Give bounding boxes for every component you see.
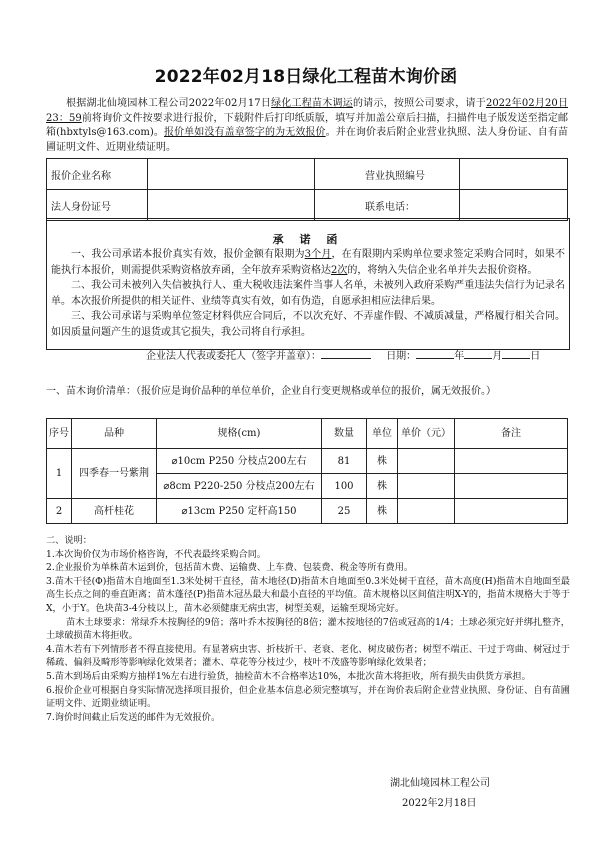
- col-header-remark: 备注: [455, 419, 568, 449]
- validity-period: 3个月: [304, 249, 332, 260]
- row-unit: 株: [367, 449, 398, 474]
- commitment-clause-2: 二、我公司未被列入失信被执行人、重大税收违法案件当事人名单，未被列入政府采购严重违法失信行为记录名单。本次报价所提供的相关证件、业绩等真实有效，如有伪造，自愿承担相应法律后果。: [51, 280, 565, 307]
- row-qty: 100: [322, 474, 367, 499]
- forfeit-times: 2次: [331, 264, 348, 276]
- commitment-clause-3: 三、我公司承诺与采购单位签定材料供应合同后，不以次充好、不弄虚作假、不减质减量，严格履行相关合同。如因质量问题产生的退货或其它损失，我公司将自行承担。: [51, 311, 565, 338]
- table-row: [47, 449, 568, 474]
- row-price-field[interactable]: [398, 499, 455, 524]
- deadline: 2022年02月20日23：59: [46, 98, 569, 124]
- row-qty: 81: [322, 449, 367, 474]
- table-row: [47, 499, 568, 524]
- date-month-field[interactable]: [464, 348, 492, 359]
- col-header-price: 单价（元）: [398, 419, 455, 449]
- row-spec: ⌀13cm P250 定杆高150: [157, 499, 322, 524]
- row-no: 1: [47, 449, 72, 499]
- row-qty: 25: [322, 499, 367, 524]
- row-variety: 四季春一号紫荆: [72, 449, 157, 499]
- inquiry-list-heading: 一、苗木询价清单：（报价应是询价品种的单位单价，企业自行变更规格或单位的报价，属无效报价。）: [46, 386, 496, 397]
- note-2: 2.企业报价为单株苗木运到价，包括苗木费、运输费、上车费、包装费、税金等所有费用。: [46, 562, 414, 574]
- note-4: 4.苗木若有下列情形者不得直接使用。有显著病虫害、折枝折干、老衰、老化、树皮破伤者；树型不端正、干过于弯曲、树冠过于稀疏、偏斜及畸形等影响绿化效果者；灌木、草花等分枝过少，枝叶不茂盛等影响绿化效果者；: [46, 643, 570, 669]
- license-field[interactable]: [460, 159, 568, 190]
- project-name: 绿化工程苗木调运: [271, 98, 353, 109]
- row-remark-field[interactable]: [455, 499, 568, 524]
- phone-label: 联系电话：: [315, 190, 460, 221]
- row-price-field[interactable]: [398, 449, 455, 474]
- row-price-field[interactable]: [398, 474, 455, 499]
- invalid-warning: 报价单如没有盖章签字的为无效报价: [163, 127, 326, 138]
- row-no: 2: [47, 499, 72, 524]
- row-remark-field[interactable]: [455, 449, 568, 474]
- signature-line: 企业法人代表或委托人（签字并盖章）： 日期： 年 月 日: [51, 348, 565, 365]
- col-header-no: 序号: [47, 419, 72, 449]
- row-unit: 株: [367, 474, 398, 499]
- commitment-title: 承 诺 函: [272, 233, 344, 246]
- col-header-qty: 数量: [322, 419, 367, 449]
- note-5: 5.苗木到场后由采购方抽样1%左右进行验货，抽检苗木不合格率达10%，本批次苗木将拒收，所有损失由供货方承担。: [46, 670, 531, 682]
- document-title: 2022年02月18日绿化工程苗木询价函: [154, 67, 458, 87]
- col-header-spec: 规格(cm): [157, 419, 322, 449]
- notes-heading: 二、说明：: [46, 535, 92, 546]
- company-info-table: [46, 158, 568, 221]
- notes-section: [46, 534, 570, 724]
- intro-paragraph: 根据湖北仙境园林工程公司2022年02月17日绿化工程苗木调运的请示，按照公司要求，请于2022年02月20日23：59前将询价文件按要求进行报价，下载附件后打印纸质版，填写并加盖公章后扫描，扫描件电子版发送至指定邮箱(hbxtyls@163.com)。报价单如没有盖章签字的为无效报价。并在询价表后附企业营业执照、法人身份证、自有苗圃证明文件、近期业绩证明。: [46, 98, 569, 153]
- footer-company: 湖北仙境园林工程公司: [390, 778, 490, 789]
- col-header-variety: 品种: [72, 419, 157, 449]
- row-remark-field[interactable]: [455, 474, 568, 499]
- commitment-clause-1: 一、我公司承诺本报价真实有效，报价金额有限期为3个月，在有限期内采购单位要求签定采购合同时，如果不能执行本报价，则需提供采购资格放弃函，全年放弃采购资格达2次的，将纳入失信企业名单并失去报价资格。: [51, 249, 565, 276]
- footer-signature: [390, 774, 560, 814]
- note-1: 1.本次询价仅为市场价格咨询，不代表最终采购合同。: [46, 548, 267, 560]
- note-3-rootball: 苗木土球要求：常绿乔木按胸径的9倍；落叶乔木按胸径的8倍；灌木按地径的7倍或冠高的1/4；土球必须完好并绑扎整齐，土球破损苗木将拒收。: [46, 616, 570, 642]
- company-name-field[interactable]: [148, 159, 315, 190]
- note-3: 3.苗木干径(Φ)指苗木自地面至1.3米处树干直径，苗木地径(D)指苗木自地面至0.3米处树干直径，苗木高度(H)指苗木自地面至最高生长点之间的垂直距离；苗木蓬径(P)指苗木冠丛最大和最小直径的平均值。苗木规格以区间值注明X-Y的，指苗木规格大于等于X，小于Y。色块苗3-4分枝以上，苗木必须健康无病虫害，树型美观，运输至现场完好。: [46, 575, 570, 614]
- date-year-field[interactable]: [416, 348, 454, 359]
- row-spec: ⌀8cm P220-250 分枝点200左右: [157, 474, 322, 499]
- date-day-field[interactable]: [502, 348, 530, 359]
- commitment-letter: [46, 218, 570, 362]
- signature-field[interactable]: [321, 348, 371, 359]
- phone-field[interactable]: [460, 190, 568, 221]
- id-field[interactable]: [148, 190, 315, 221]
- seedling-price-table: [46, 418, 568, 524]
- row-unit: 株: [367, 499, 398, 524]
- license-label: 营业执照编号: [315, 159, 460, 190]
- col-header-unit: 单位: [367, 419, 398, 449]
- note-7: 7.询价时间截止后发送的邮件为无效报价。: [46, 711, 221, 723]
- row-spec: ⌀10cm P250 分枝点200左右: [157, 449, 322, 474]
- company-name-label: 报价企业名称: [47, 159, 148, 190]
- id-label: 法人身份证号: [47, 190, 148, 221]
- note-6: 6.报价企业可根据自身实际情况选择项目报价，但企业基本信息必须完整填写，并在询价表后附企业营业执照、身份证、自有苗圃证明文件、近期业绩证明。: [46, 684, 570, 710]
- footer-date: 2022年2月18日: [402, 798, 477, 809]
- row-variety: 高杆桂花: [72, 499, 157, 524]
